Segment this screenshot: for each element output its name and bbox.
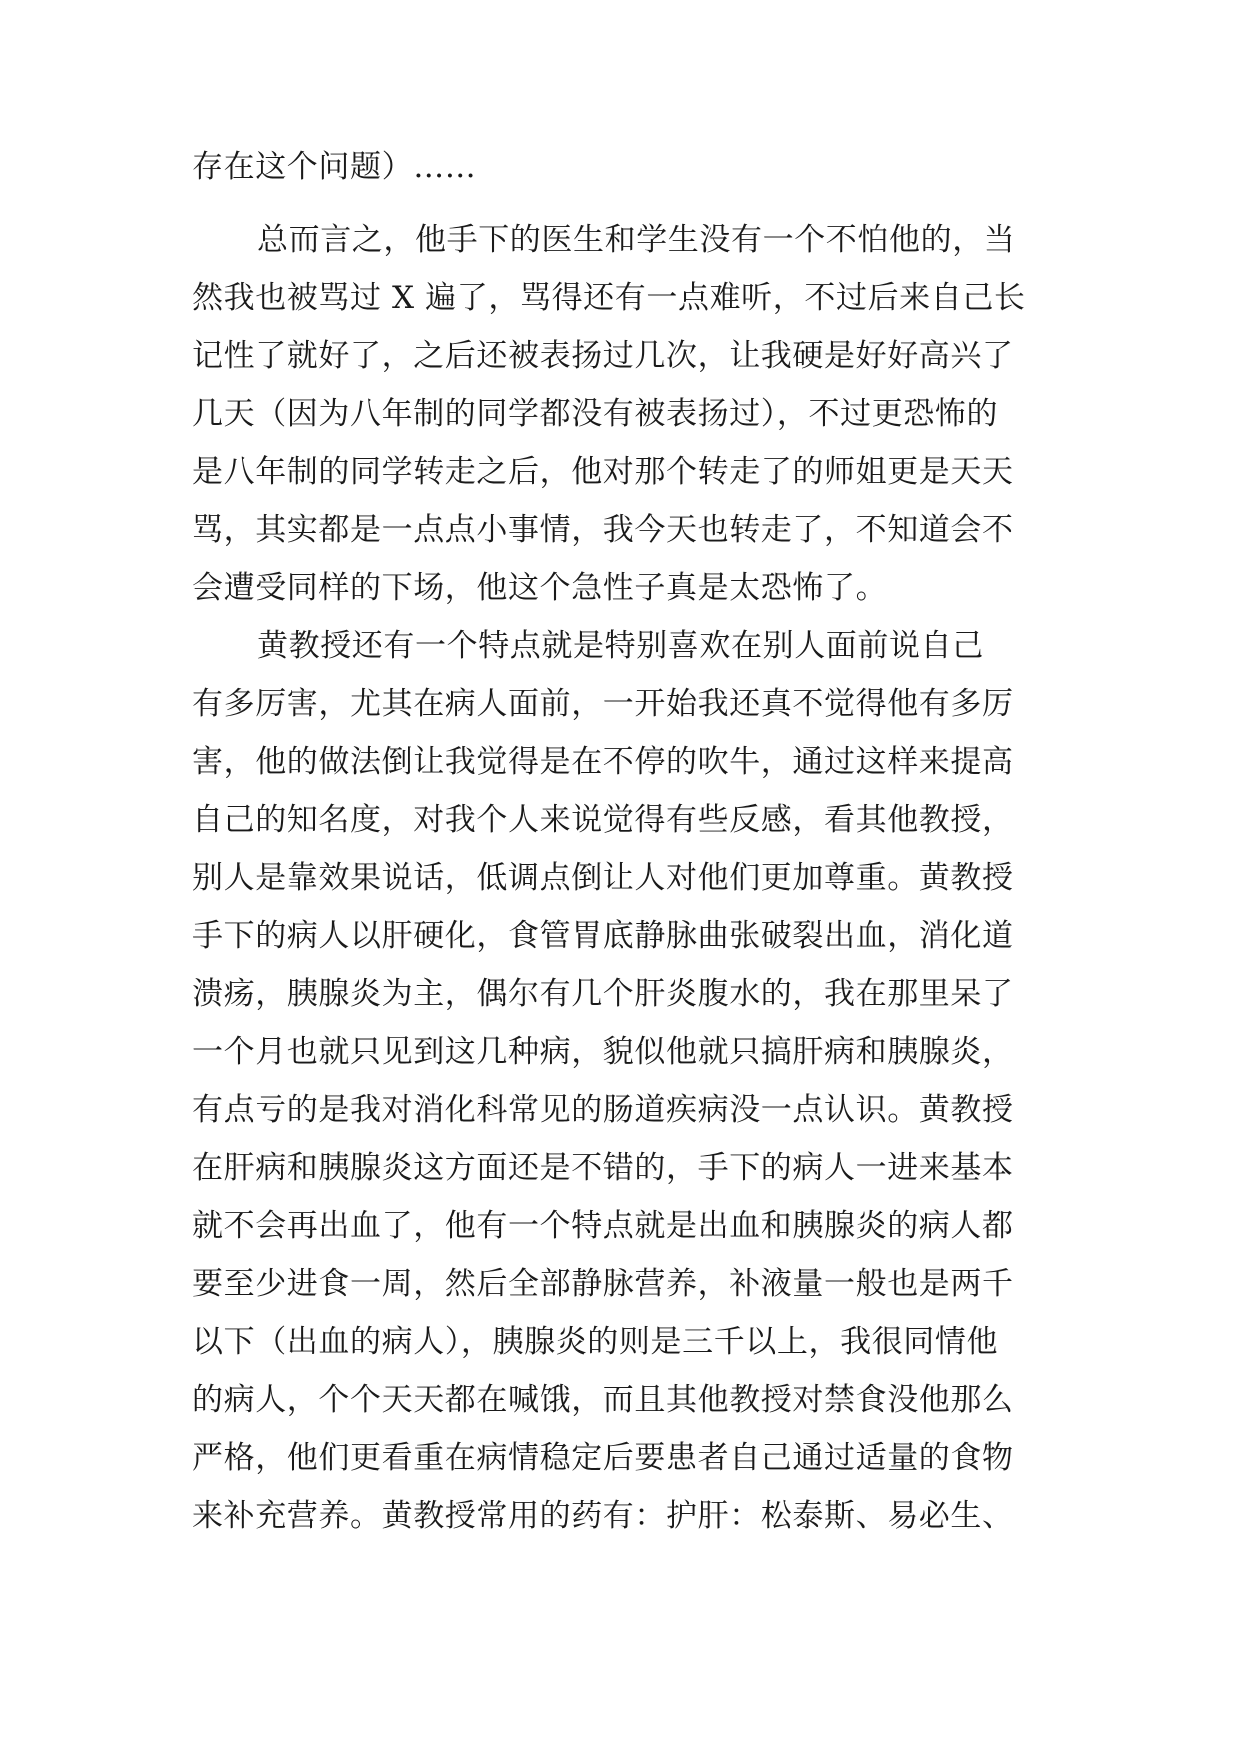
text-line: 自己的知名度，对我个人来说觉得有些反感，看其他教授， <box>192 802 1014 838</box>
paragraph-start-line: 黄教授还有一个特点就是特别喜欢在别人面前说自己 <box>257 628 984 664</box>
text-line: 手下的病人以肝硬化，食管胃底静脉曲张破裂出血，消化道 <box>192 918 1014 954</box>
text-line: 会遭受同样的下场，他这个急性子真是太恐怖了。 <box>192 570 888 606</box>
text-line: 来补充营养。黄教授常用的药有：护肝：松泰斯、易必生、 <box>192 1498 1014 1534</box>
text-line: 的病人，个个天天都在喊饿，而且其他教授对禁食没他那么 <box>192 1382 1014 1418</box>
text-line: 有点亏的是我对消化科常见的肠道疾病没一点认识。黄教授 <box>192 1092 1014 1128</box>
text-line: 有多厉害，尤其在病人面前，一开始我还真不觉得他有多厉 <box>192 686 1014 722</box>
text-line: 别人是靠效果说话，低调点倒让人对他们更加尊重。黄教授 <box>192 860 1014 896</box>
text-line: 在肝病和胰腺炎这方面还是不错的，手下的病人一进来基本 <box>192 1150 1014 1186</box>
text-line: 要至少进食一周，然后全部静脉营养，补液量一般也是两千 <box>192 1266 1014 1302</box>
text-line: 以下（出血的病人），胰腺炎的则是三千以上，我很同情他 <box>192 1324 999 1360</box>
text-line: 存在这个问题）…… <box>192 149 477 185</box>
text-line: 害，他的做法倒让我觉得是在不停的吹牛，通过这样来提高 <box>192 744 1014 780</box>
text-line: 骂，其实都是一点点小事情，我今天也转走了，不知道会不 <box>192 512 1014 548</box>
text-line: 是八年制的同学转走之后，他对那个转走了的师姐更是天天 <box>192 454 1014 490</box>
text-line: 严格，他们更看重在病情稳定后要患者自己通过适量的食物 <box>192 1440 1014 1476</box>
text-line: 记性了就好了，之后还被表扬过几次，让我硬是好好高兴了 <box>192 338 1014 374</box>
text-line: 一个月也就只见到这几种病，貌似他就只搞肝病和胰腺炎， <box>192 1034 1014 1070</box>
text-line: 然我也被骂过 X 遍了，骂得还有一点难听，不过后来自己长 <box>192 280 1026 316</box>
text-line: 几天（因为八年制的同学都没有被表扬过），不过更恐怖的 <box>192 396 999 432</box>
text-line: 溃疡，胰腺炎为主，偶尔有几个肝炎腹水的，我在那里呆了 <box>192 976 1014 1012</box>
paragraph-start-line: 总而言之，他手下的医生和学生没有一个不怕他的，当 <box>257 222 1016 258</box>
text-line: 就不会再出血了，他有一个特点就是出血和胰腺炎的病人都 <box>192 1208 1014 1244</box>
